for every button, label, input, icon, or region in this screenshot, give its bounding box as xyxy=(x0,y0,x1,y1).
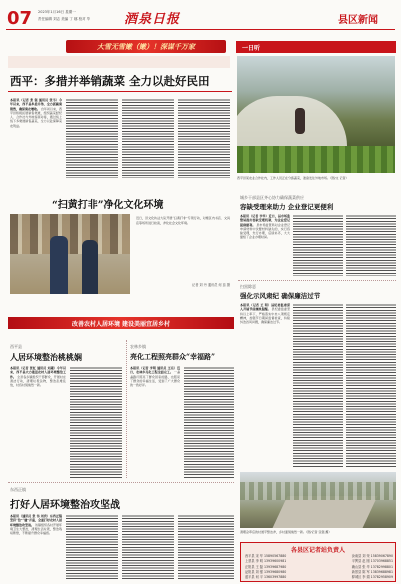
article-2-column-1 xyxy=(240,214,290,276)
banner-text: 大雪无雪嫩（嫩）！深谋千万家 xyxy=(97,43,195,51)
divider-right-1 xyxy=(238,280,396,281)
article-2-column-2 xyxy=(293,214,343,276)
article-2-headline: 容缺受理来助力 企业登记更便利 xyxy=(240,203,334,211)
editor-line: 责任编辑 刘志 美编 丁 娜 校对 毕 xyxy=(38,17,91,21)
paper-name: 酒泉日报 xyxy=(124,12,181,27)
article-1-column-4 xyxy=(178,98,230,178)
article-5-byline: 本报讯（记者 李明 通讯员 王亮）近日，农林乡亮化工程全面完工。 xyxy=(130,366,180,375)
masthead-rule xyxy=(6,29,395,30)
contact-box xyxy=(240,542,396,582)
contact-entry: 新蔡县 陈 军 13839688981 xyxy=(351,569,393,574)
article-6-column-2 xyxy=(66,514,118,580)
article-5-column-2 xyxy=(184,366,234,478)
contact-entry: 正阳县 王 磊 13939687980 xyxy=(245,564,287,569)
article-6-body: 该镇组织各村开展环境卫生大整治，清理生活垃圾，整治残垣断壁，不断提升群众幸福感。 xyxy=(10,522,62,536)
divider-bottom xyxy=(8,482,234,483)
article-4-column-2 xyxy=(70,366,122,478)
divider-vertical xyxy=(126,340,127,478)
article-1-body: 自年初以来，西平县积极拓展销售渠道，组织蔬菜经纪人、合作社与外地客商对接，通过线上线下多渠道销售蔬菜，全力以赴保障菜农利益。 xyxy=(10,106,62,128)
contact-entry: 确山县 张 华 13782998801 xyxy=(351,564,393,569)
article-3-byline: 本报讯（记者 王 明）县纪委监委深入开展节前廉政提醒。 xyxy=(240,303,290,312)
feature-headline: “扫黄打非”净化文化环境 xyxy=(52,200,164,211)
date-line: 2023年1月16日 星期一 xyxy=(38,10,76,14)
feature-photo-credit: 记者 刘 丹 通讯员 何 蕊 摄 xyxy=(192,283,230,287)
article-2-kicker: 城乡干部县区齐心协力确保蔬菜供应 xyxy=(240,195,304,200)
photo-3-caption: 清理杂草后的村道平整洁净，乡村面貌焕然一新。（图/记者 张强 摄） xyxy=(240,530,332,534)
article-2-column-3 xyxy=(346,214,396,276)
article-5-headline: 亮化工程照亮群众“幸福路” xyxy=(130,352,216,361)
section-title: 县区新闻 xyxy=(338,15,378,26)
article-2-byline: 本报讯（记者 李华）近日，县市场监管局推出容缺受理机制，为企业登记提供便利。 xyxy=(240,214,290,227)
officer-figure-1 xyxy=(50,236,68,294)
contact-entry: 泌阳县 刘 强 13939680980 xyxy=(245,569,287,574)
vegetable-field-photo xyxy=(237,56,395,173)
contact-entry: 遂平县 何 平 13603997880 xyxy=(245,575,287,580)
article-5-column-1 xyxy=(130,366,180,478)
headline-rule xyxy=(8,91,232,92)
ribbon-text: 改善农村人居环境 建设美丽宜居乡村 xyxy=(71,321,171,328)
feature-caption xyxy=(136,216,230,276)
worker-figure xyxy=(295,108,305,134)
article-3-body: 县纪委监委坚持以上率下，严格落实中央八项规定精神，加强节日期间监督检查，持续纠治四风问题，确保廉洁过节。 xyxy=(240,307,290,325)
article-4-body: 全县各乡镇组织干部群众，开展村庄清洁行动，清理垃圾杂物，整治乱堆乱放，村容村貌焕然一新。 xyxy=(10,374,66,388)
article-4-headline: 人居环境整治桃桃娴 xyxy=(10,352,82,362)
article-4-column-1 xyxy=(10,366,66,478)
article-3-column-3 xyxy=(346,303,396,468)
feature-caption-text: 近日，县文化执法大队开展“扫黄打非”专项行动，对辖区内书店、文具店等场所进行检查，净化社会文化环境。 xyxy=(136,216,230,225)
contact-entry: 上蔡县 李 明 13939600981 xyxy=(245,559,287,564)
article-6-column-3 xyxy=(122,514,174,580)
trees xyxy=(240,482,396,500)
contact-entry: 驿城区 李 娟 13782958909 xyxy=(351,575,393,580)
article-5-body: 一盏盏路灯照亮了群众回家的路，也照亮了群众的幸福生活，受到了广大群众的一致好评。 xyxy=(130,370,180,388)
article-6-column-1 xyxy=(10,514,62,580)
article-6-kicker: 东西正镇 xyxy=(10,487,26,492)
column-badge xyxy=(236,41,396,53)
article-2-body: 县市场监管局对企业登记申请材料中次要材料缺失的，实行容缺受理，先行办理，后续补齐，大大缩短了企业办理时间。 xyxy=(240,222,290,240)
greenhouse-shape xyxy=(237,96,347,146)
article-1-byline: 本报讯（记者 张 强 通讯员 张韦）今年以来，西平县多措并举，全力抓蔬菜销售，确保菜农增收。 xyxy=(10,98,62,111)
contact-box-title: 各县区记者站负责人 xyxy=(290,547,345,554)
article-3-column-1 xyxy=(240,303,290,468)
article-4-kicker: 西平县 xyxy=(10,344,22,349)
contact-entry: 西平县 宋 华 15890567880 xyxy=(245,554,287,558)
contact-list xyxy=(245,554,393,580)
officer-figure-2 xyxy=(82,240,98,294)
photo-1-caption: 西平县某农业合作社内，工作人员正在分拣蔬菜，准备发往外地市场。（图/文 记者） xyxy=(237,176,349,180)
article-6-column-4 xyxy=(178,514,234,580)
contact-entry: 汝南县 刘 荣 15839067890 xyxy=(351,554,393,558)
masthead xyxy=(0,0,401,38)
column-badge-label: 一日听 xyxy=(242,45,261,52)
ribbon xyxy=(8,317,234,329)
crop-rows xyxy=(237,146,395,173)
enforcement-photo xyxy=(10,214,130,294)
main-headline: 西平：多措并举销蔬菜 全力以赴好民田 xyxy=(10,74,210,88)
article-5-kicker: 农林乡镇 xyxy=(130,344,146,349)
contact-row xyxy=(245,575,393,580)
article-4-byline: 本报讯（记者 张红 通讯员 刘越）今年以来，西平县大力推进农村人居环境整治工作。 xyxy=(10,366,66,379)
page-number: 07 xyxy=(7,8,33,29)
article-3-column-2 xyxy=(293,303,343,468)
article-1-column-3 xyxy=(122,98,174,178)
contact-entry: 平舆县 赵 刚 13703968851 xyxy=(351,559,393,564)
title-decoration xyxy=(8,56,230,68)
article-3-kicker: 扫黑除恶 xyxy=(240,284,256,289)
article-1-column-1 xyxy=(10,98,62,178)
shelves xyxy=(10,214,130,254)
article-6-headline: 打好人居环境整治攻坚战 xyxy=(10,500,120,511)
article-3-headline: 强化示风肃纪 确保廉洁过节 xyxy=(240,292,321,300)
road-shape xyxy=(273,496,378,528)
village-road-photo xyxy=(240,472,396,528)
banner xyxy=(66,40,226,53)
article-6-byline: 本报讯（通讯员 张 伟 刘宾）东西正镇坚持“治”“建”并重，全面打好农村人居环境整治攻坚战。 xyxy=(10,514,62,527)
article-1-column-2 xyxy=(66,98,118,178)
